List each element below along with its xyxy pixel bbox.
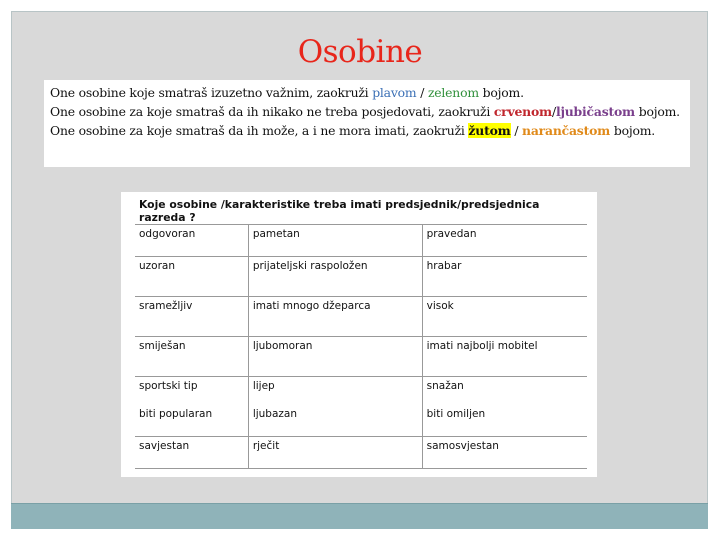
instruction-text: / [510, 123, 523, 138]
instruction-line-3 [50, 121, 684, 140]
table-header: Koje osobine /karakteristike treba imati predsjednik/predsjednica razreda ? [135, 198, 587, 225]
table-cell: visok [422, 297, 587, 337]
table-row [135, 225, 587, 257]
table-cell: savjestan [135, 437, 248, 469]
table-cell: prijateljski raspoložen [248, 257, 422, 297]
table-cell [135, 377, 248, 437]
instruction-text: / [551, 104, 556, 119]
instruction-text: One osobine za koje smatraš da ih nikako ne treba posjedovati, zaokruži [50, 104, 494, 119]
instruction-text: bojom. [478, 85, 524, 100]
instruction-text: bojom. [610, 123, 656, 138]
color-word-green: zelenom [427, 85, 479, 100]
table-cell: imati najbolji mobitel [422, 337, 587, 377]
table-cell [248, 377, 422, 437]
table-row [135, 297, 587, 337]
instruction-line-2 [50, 102, 684, 121]
instructions-box [44, 80, 690, 167]
table-cell-line: snažan [426, 380, 464, 392]
table-cell: pravedan [422, 225, 587, 257]
instruction-text: bojom. [634, 104, 680, 119]
table-cell: uzoran [135, 257, 248, 297]
color-word-blue: plavom [372, 85, 417, 100]
traits-table [135, 198, 587, 469]
table-row [135, 377, 587, 437]
table-cell: samosvjestan [422, 437, 587, 469]
instruction-text: One osobine koje smatraš izuzetno važnim, zaokruži [50, 85, 373, 100]
table-cell: pametan [248, 225, 422, 257]
table-cell: ljubomoran [248, 337, 422, 377]
table-cell-line: biti popularan [139, 408, 213, 420]
table-row [135, 337, 587, 377]
table-cell: smiješan [135, 337, 248, 377]
table-cell: odgovoran [135, 225, 248, 257]
instruction-line-1 [50, 83, 684, 102]
slide-bottom-bar [11, 503, 708, 529]
table-cell: hrabar [422, 257, 587, 297]
table-cell-line: ljubazan [252, 408, 298, 420]
slide-title: Osobine [297, 34, 423, 70]
table-cell: rječit [248, 437, 422, 469]
table-cell-line: lijep [252, 380, 275, 392]
table-row [135, 437, 587, 469]
traits-table-panel [121, 192, 597, 477]
table-cell: imati mnogo džeparca [248, 297, 422, 337]
table-cell-line: biti omiljen [426, 408, 486, 420]
color-word-yellow: žutom [468, 123, 511, 138]
color-word-red: crvenom [493, 104, 552, 119]
table-cell: sramežljiv [135, 297, 248, 337]
color-word-orange: narančastom [522, 123, 611, 138]
table-cell-line: sportski tip [139, 380, 198, 392]
instruction-text: / [416, 85, 428, 100]
instruction-text: One osobine za koje smatraš da ih može, a i ne mora imati, zaokruži [50, 123, 469, 138]
table-cell [422, 377, 587, 437]
color-word-purple: ljubičastom [555, 104, 635, 119]
table-row [135, 257, 587, 297]
